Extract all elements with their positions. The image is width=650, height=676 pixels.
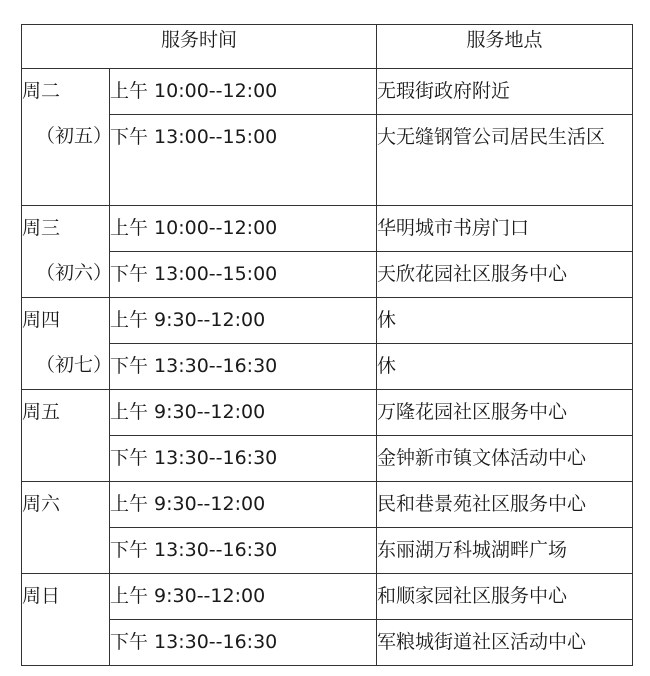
day-label: 周日 <box>22 585 61 607</box>
day-cell <box>22 482 110 574</box>
location-cell: 无瑕街政府附近 <box>377 69 633 115</box>
table-row <box>22 574 633 620</box>
table-row <box>22 620 633 666</box>
table-row <box>22 344 633 390</box>
table-row <box>22 482 633 528</box>
location-cell: 和顺家园社区服务中心 <box>377 574 633 620</box>
location-cell: 大无缝钢管公司居民生活区 <box>377 115 633 206</box>
location-cell: 华明城市书房门口 <box>377 206 633 252</box>
table-row <box>22 390 633 436</box>
time-cell: 下午 13:00--15:00 <box>110 115 377 206</box>
day-cell <box>22 206 113 298</box>
day-label: 周五 <box>22 401 61 423</box>
location-cell: 金钟新市镇文体活动中心 <box>377 436 633 482</box>
header-service-time: 服务时间 <box>22 25 377 69</box>
header-service-location: 服务地点 <box>377 25 633 69</box>
location-cell: 天欣花园社区服务中心 <box>377 252 633 298</box>
location-cell: 民和巷景苑社区服务中心 <box>377 482 633 528</box>
table-row <box>22 69 633 115</box>
time-cell: 下午 13:30--16:30 <box>110 620 377 666</box>
day-cell <box>22 298 113 390</box>
time-cell: 上午 10:00--12:00 <box>110 69 377 115</box>
table-row <box>22 298 633 344</box>
table-row <box>22 252 633 298</box>
location-cell: 军粮城街道社区活动中心 <box>377 620 633 666</box>
time-cell: 上午 10:00--12:00 <box>110 206 377 252</box>
day-label: 周六 <box>22 493 61 515</box>
location-cell: 休 <box>377 344 633 390</box>
table-row <box>22 528 633 574</box>
time-cell: 上午 9:30--12:00 <box>110 482 377 528</box>
table-row <box>22 115 633 206</box>
time-cell: 下午 13:30--16:30 <box>110 344 377 390</box>
location-cell: 休 <box>377 298 633 344</box>
header-row <box>22 25 633 69</box>
lunar-date-label: （初七） <box>36 354 113 376</box>
time-cell: 上午 9:30--12:00 <box>110 390 377 436</box>
time-cell: 下午 13:30--16:30 <box>110 436 377 482</box>
day-label: 周二 <box>22 80 61 102</box>
lunar-date-label: （初六） <box>36 262 113 284</box>
day-cell <box>22 390 110 482</box>
day-cell <box>22 574 110 666</box>
time-cell: 上午 9:30--12:00 <box>110 298 377 344</box>
table-row <box>22 206 633 252</box>
lunar-date-label: （初五） <box>36 125 113 147</box>
time-cell: 下午 13:30--16:30 <box>110 528 377 574</box>
location-cell: 万隆花园社区服务中心 <box>377 390 633 436</box>
time-cell: 下午 13:00--15:00 <box>110 252 377 298</box>
schedule-table <box>21 24 633 666</box>
table-row <box>22 436 633 482</box>
time-cell: 上午 9:30--12:00 <box>110 574 377 620</box>
location-cell: 东丽湖万科城湖畔广场 <box>377 528 633 574</box>
day-cell <box>22 69 113 206</box>
day-label: 周三 <box>22 217 61 239</box>
day-label: 周四 <box>22 309 61 331</box>
